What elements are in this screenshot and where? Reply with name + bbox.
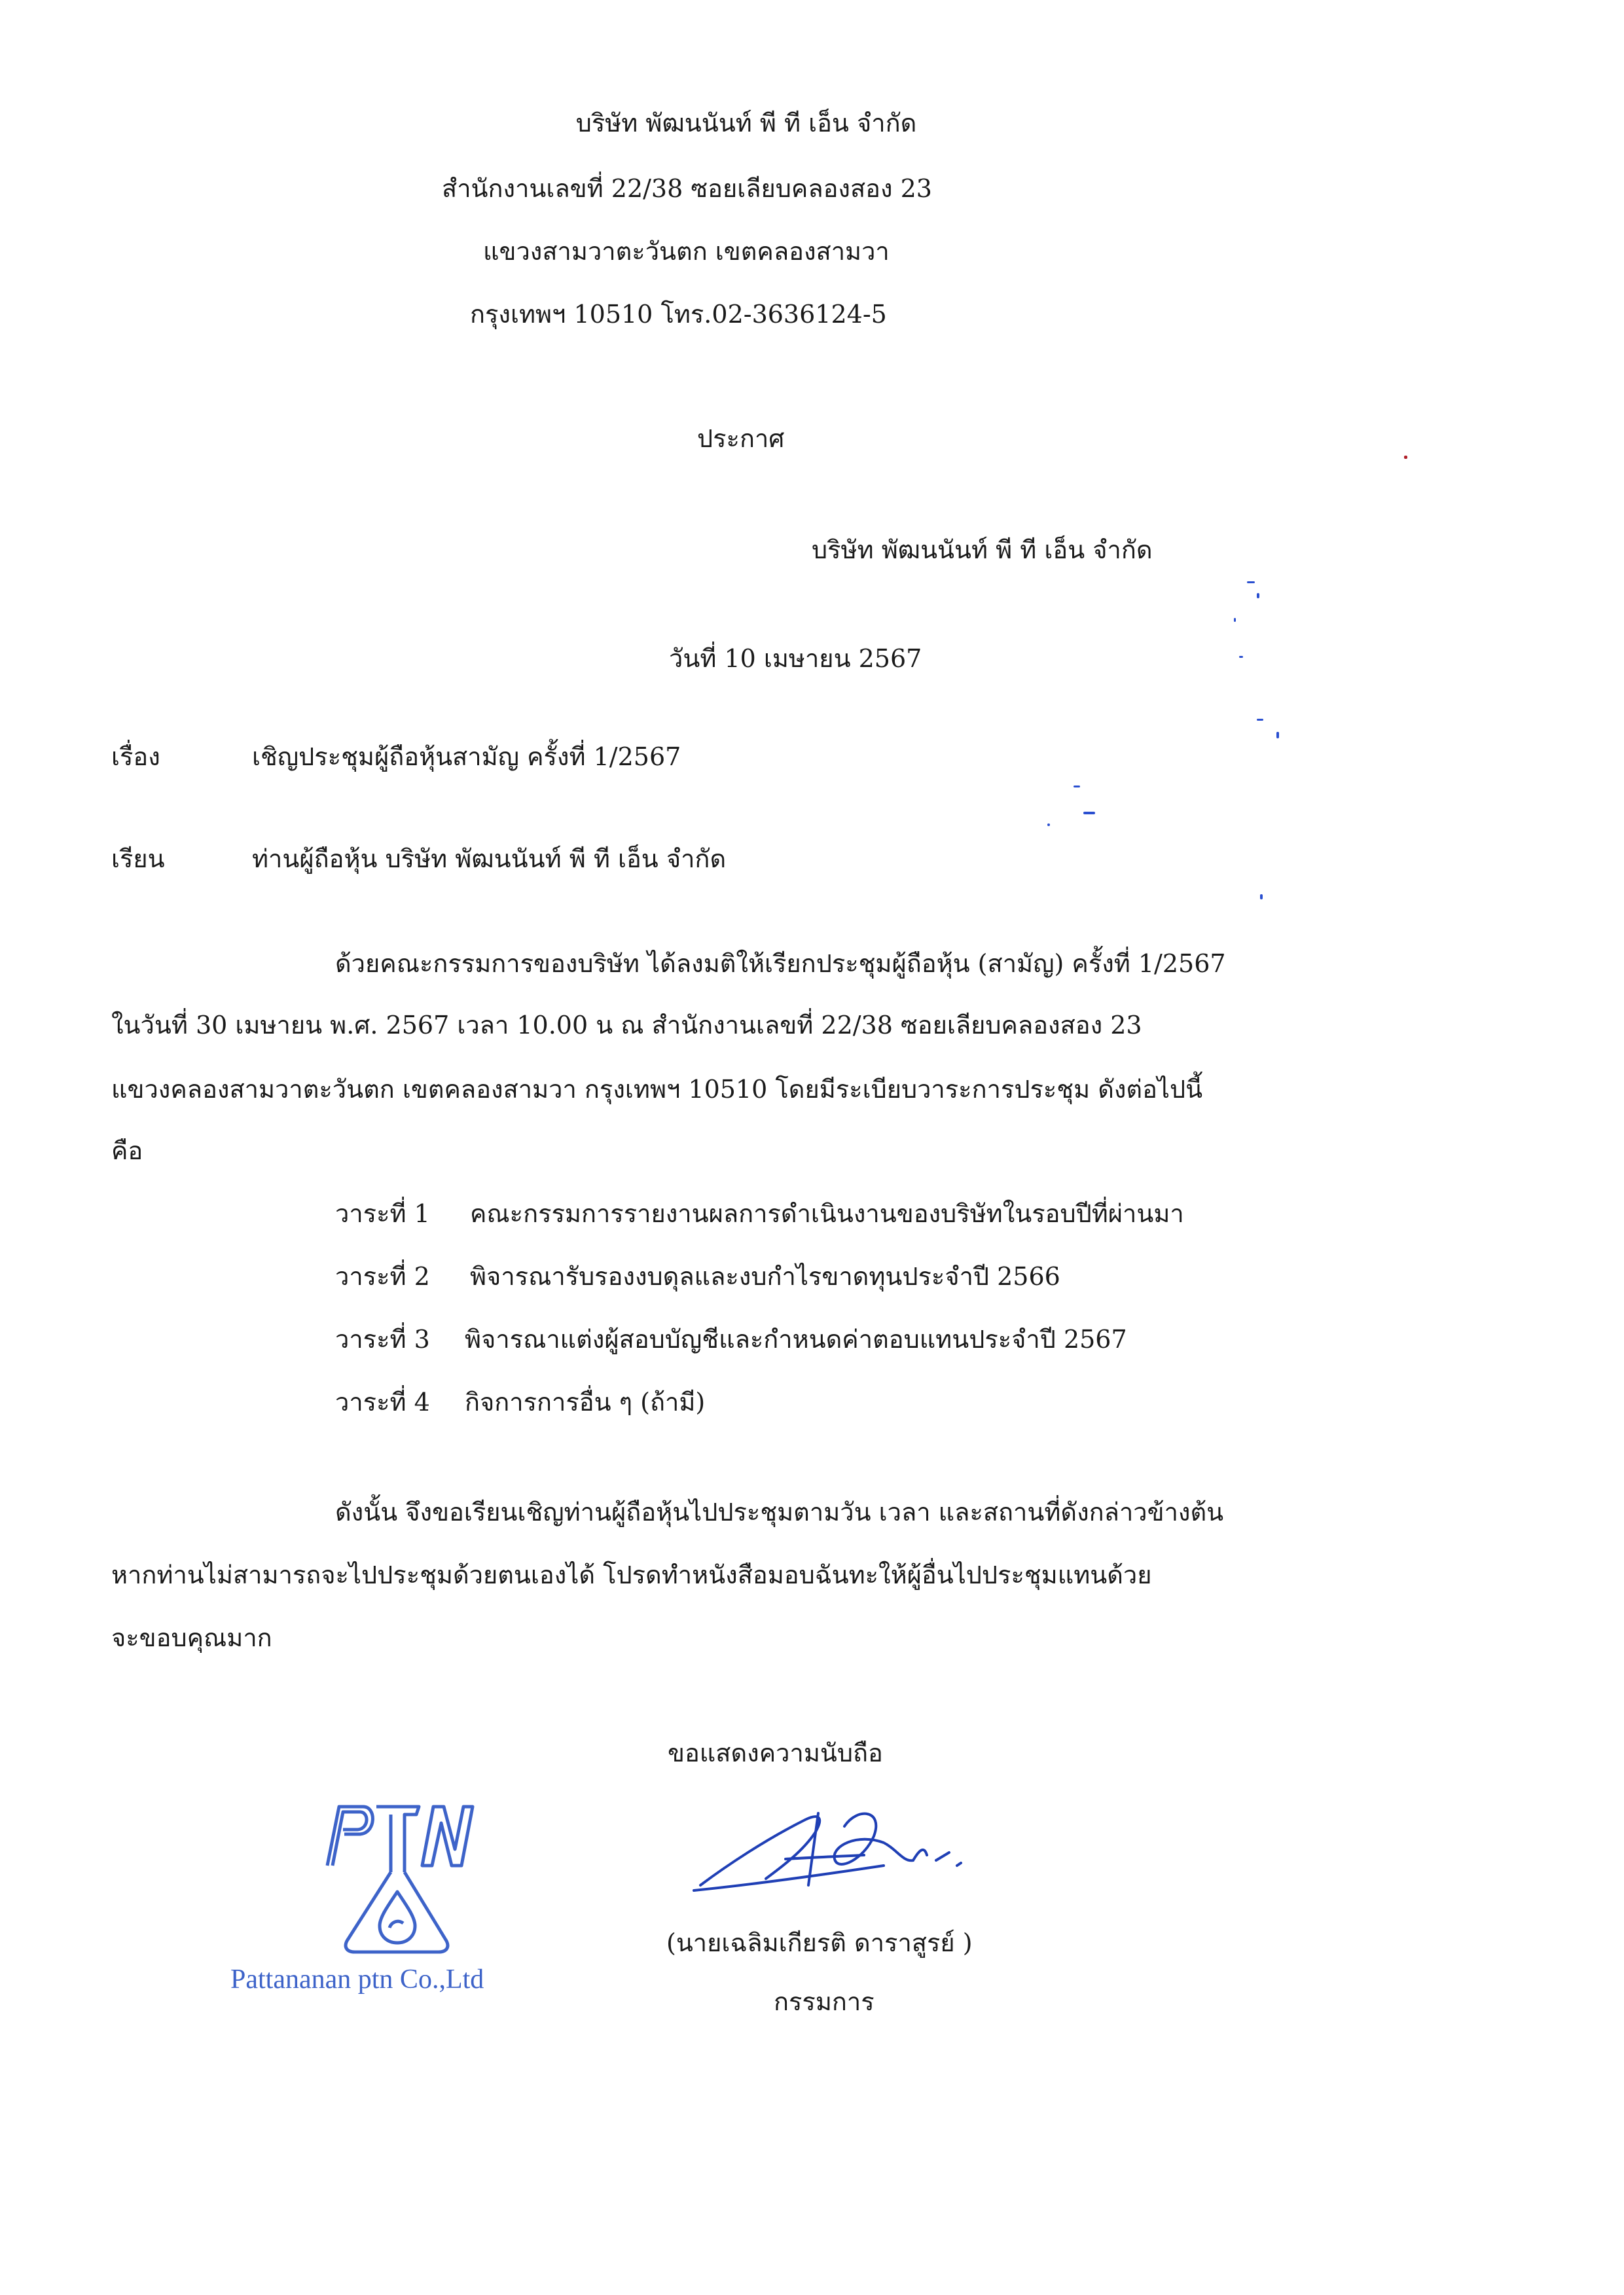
subject-text: เชิญประชุมผู้ถือหุ้นสามัญ ครั้งที่ 1/2567	[252, 742, 681, 771]
signer-title: กรรมการ	[774, 1987, 875, 2016]
agenda-item-2-text: พิจารณารับรองงบดุลและงบกำไรขาดทุนประจำปี 2566	[470, 1262, 1060, 1291]
issuer-name: บริษัท พัฒนนันท์ พี ที เอ็น จำกัด	[812, 535, 1153, 564]
stamp-caption: Pattananan ptn Co.,Ltd	[230, 1964, 484, 1995]
body1-line2: ในวันที่ 30 เมษายน พ.ศ. 2567 เวลา 10.00 น ณ สำนักงานเลขที่ 22/38 ซอยเลียบคลองสอง 23	[111, 1011, 1142, 1039]
agenda-item-1-text: คณะกรรมการรายงานผลการดำเนินงานของบริษัทในรอบปีที่ผ่านมา	[470, 1199, 1184, 1228]
body1-line1: ด้วยคณะกรรมการของบริษัท ได้ลงมติให้เรียกประชุมผู้ถือหุ้น (สามัญ) ครั้งที่ 1/2567	[335, 949, 1226, 978]
company-name: บริษัท พัฒนนันท์ พี ที เอ็น จำกัด	[575, 109, 917, 137]
handwritten-signature	[687, 1787, 975, 1898]
address-line-2: แขวงสามวาตะวันตก เขตคลองสามวา	[483, 237, 890, 266]
closing-phrase: ขอแสดงความนับถือ	[668, 1739, 883, 1767]
agenda-item-2-label: วาระที่ 2	[335, 1262, 430, 1291]
company-stamp	[223, 1794, 589, 2003]
address-line-3: กรุงเทพฯ 10510 โทร.02-3636124-5	[470, 300, 887, 329]
body2-line2: หากท่านไม่สามารถจะไปประชุมด้วยตนเองได้ โปรดทำหนังสือมอบฉันทะให้ผู้อื่นไปประชุมแทนด้วย	[111, 1561, 1152, 1589]
address-line-1: สำนักงานเลขที่ 22/38 ซอยเลียบคลองสอง 23	[442, 174, 932, 203]
agenda-item-4-text: กิจการการอื่น ๆ (ถ้ามี)	[465, 1388, 706, 1417]
recipient-label: เรียน	[111, 844, 165, 873]
announcement-heading: ประกาศ	[697, 424, 785, 453]
body2-line3: จะขอบคุณมาก	[111, 1623, 272, 1652]
body1-line4: คือ	[111, 1136, 143, 1165]
subject-label: เรื่อง	[111, 742, 160, 771]
agenda-item-3-label: วาระที่ 3	[335, 1325, 430, 1354]
agenda-item-3-text: พิจารณาแต่งผู้สอบบัญชีและกำหนดค่าตอบแทนประจำปี 2567	[465, 1325, 1127, 1354]
document-date: วันที่ 10 เมษายน 2567	[669, 644, 922, 673]
body2-line1: ดังนั้น จึงขอเรียนเชิญท่านผู้ถือหุ้นไปประชุมตามวัน เวลา และสถานที่ดังกล่าวข้างต้น	[335, 1498, 1224, 1527]
agenda-item-1-label: วาระที่ 1	[335, 1199, 430, 1228]
body1-line3: แขวงคลองสามวาตะวันตก เขตคลองสามวา กรุงเทพฯ 10510 โดยมีระเบียบวาระการประชุม ดังต่อไปนี้	[111, 1075, 1203, 1104]
agenda-item-4-label: วาระที่ 4	[335, 1388, 430, 1417]
flask-logo-icon	[314, 1794, 478, 1957]
recipient-text: ท่านผู้ถือหุ้น บริษัท พัฒนนันท์ พี ที เอ็น จำกัด	[252, 844, 727, 873]
signer-name: (นายเฉลิมเกียรติ ดาราสูรย์ )	[666, 1928, 973, 1957]
